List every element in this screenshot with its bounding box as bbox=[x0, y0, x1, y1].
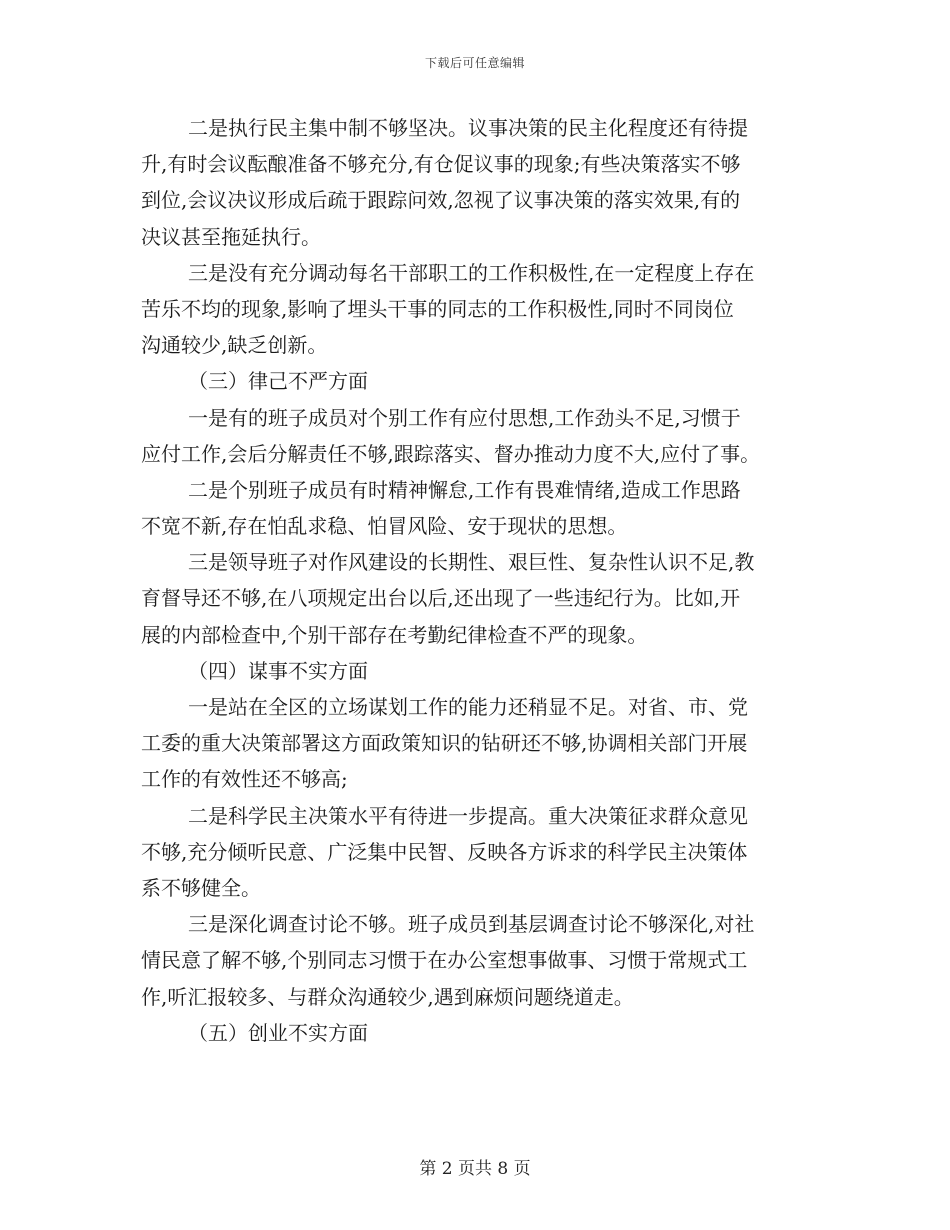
section-heading: （三）律己不严方面 bbox=[188, 369, 368, 394]
text-line: 工委的重大决策部署这方面政策知识的钻研还不够,协调相关部门开展 bbox=[141, 731, 748, 756]
text-line: 不够,充分倾听民意、广泛集中民智、反映各方诉求的科学民主决策体 bbox=[141, 839, 748, 864]
text-line: 三是领导班子对作风建设的长期性、艰巨性、复杂性认识不足,教 bbox=[188, 550, 755, 575]
section-heading: （四）谋事不实方面 bbox=[188, 658, 368, 683]
text-line: 二是执行民主集中制不够坚决。议事决策的民主化程度还有待提 bbox=[188, 116, 748, 140]
text-line: 苦乐不均的现象,影响了埋头干事的同志的工作积极性,同时不同岗位 bbox=[141, 296, 734, 321]
text-line: 一是有的班子成员对个别工作有应付思想,工作劲头不足,习惯于 bbox=[188, 405, 741, 430]
text-line: 工作的有效性还不够高; bbox=[141, 767, 348, 792]
text-line: 应付工作,会后分解责任不够,跟踪落实、督办推动力度不大,应付了事。 bbox=[141, 441, 761, 466]
text-line: 不宽不新,存在怕乱求稳、怕冒风险、安于现状的思想。 bbox=[141, 514, 628, 539]
text-line: 到位,会议决议形成后疏于跟踪问效,忽视了议事决策的落实效果,有的 bbox=[141, 188, 741, 213]
text-line: 展的内部检查中,个别干部存在考勤纪律检查不严的现象。 bbox=[141, 622, 648, 647]
text-line: 情民意了解不够,个别同志习惯于在办公室想事做事、习惯于常规式工 bbox=[141, 948, 748, 973]
text-line: 系不够健全。 bbox=[141, 875, 261, 900]
text-line: 沟通较少,缺乏创新。 bbox=[141, 333, 328, 358]
text-line: 二是科学民主决策水平有待进一步提高。重大决策征求群众意见 bbox=[188, 803, 748, 828]
text-line: 升,有时会议酝酿准备不够充分,有仓促议事的现象;有些决策落实不够 bbox=[141, 152, 741, 177]
text-line: 三是深化调查讨论不够。班子成员到基层调查讨论不够深化,对社 bbox=[188, 912, 755, 937]
text-line: 育督导还不够,在八项规定出台以后,还出现了一些违纪行为。比如,开 bbox=[141, 586, 741, 611]
text-line: 二是个别班子成员有时精神懈怠,工作有畏难情绪,造成工作思路 bbox=[188, 477, 741, 502]
text-line: 一是站在全区的立场谋划工作的能力还稍显不足。对省、市、党 bbox=[188, 695, 748, 719]
text-line: 作,听汇报较多、与群众沟通较少,遇到麻烦问题绕道走。 bbox=[141, 984, 634, 1009]
text-line: 三是没有充分调动每名干部职工的工作积极性,在一定程度上存在 bbox=[188, 260, 755, 285]
text-line: 决议甚至拖延执行。 bbox=[141, 224, 321, 249]
document-body bbox=[141, 110, 809, 1051]
page-number: 第 2 页共 8 页 bbox=[419, 1159, 531, 1179]
page-header: 下载后可任意编辑 bbox=[424, 56, 525, 70]
section-heading: （五）创业不实方面 bbox=[188, 1020, 368, 1045]
